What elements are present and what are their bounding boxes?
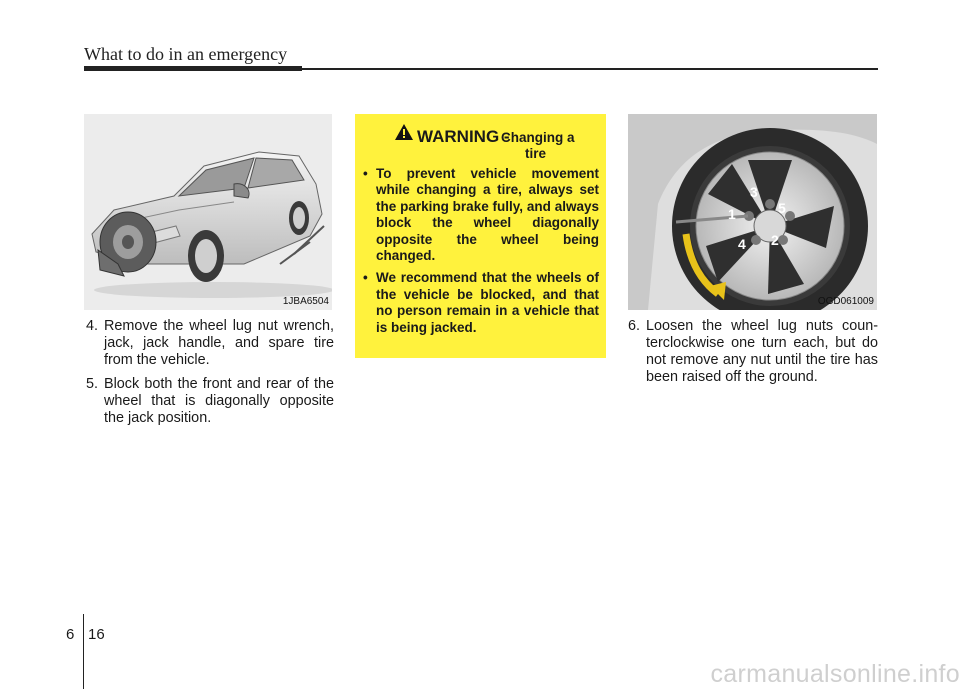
warning-item <box>363 270 599 336</box>
step-item <box>628 318 878 386</box>
lug-label-1: 1 <box>728 206 736 222</box>
warning-label: WARNING - <box>417 127 510 146</box>
lug-label-4: 4 <box>738 236 746 252</box>
warning-item <box>363 166 599 264</box>
footer-divider <box>83 614 84 689</box>
bullet-icon: • <box>363 270 368 286</box>
section-title: What to do in an emergency <box>84 44 288 64</box>
warning-item-text: We recommend that the wheels of the vehicle be blocked, and that no person remain in a vehicle that is being jacked. <box>376 270 599 335</box>
lug-label-3: 3 <box>750 184 758 200</box>
step-text: Loosen the wheel lug nuts coun-terclockwise one turn each, but do not remove any nut until the tire has been raised off the ground. <box>646 318 878 385</box>
warning-subject-line2: tire <box>525 146 547 161</box>
figure-code: OGD061009 <box>817 296 874 307</box>
step-number: 5. <box>86 376 99 392</box>
wheel-lug-nut-illustration <box>628 114 877 310</box>
step-text: Block both the front and rear of the wheel that is diagonally opposite the jack position. <box>104 376 334 426</box>
lug-label-2: 2 <box>771 232 779 248</box>
steps-list-right <box>628 318 878 393</box>
warning-box <box>355 114 606 358</box>
page-number: 16 <box>88 626 105 643</box>
car-jack-illustration <box>84 114 332 310</box>
step-item <box>86 376 334 427</box>
header-rule <box>84 68 878 70</box>
lug-label-5: 5 <box>778 200 786 216</box>
warning-item-text: To prevent vehicle movement while changing a tire, always set the parking brake fully, and always block the wheel diagonally opposite the wheel being changed. <box>376 166 599 264</box>
figure-code: 1JBA6504 <box>282 296 329 307</box>
warning-triangle-icon <box>395 124 413 140</box>
car-illustration <box>84 114 332 310</box>
step-text: Remove the wheel lug nut wrench, jack, jack handle, and spare tire from the vehicle. <box>104 318 334 368</box>
step-number: 4. <box>86 318 99 334</box>
watermark: carmanualsonline.info <box>710 660 960 688</box>
warning-list <box>363 166 599 342</box>
steps-list-left <box>86 318 334 434</box>
chapter-number: 6 <box>66 626 75 643</box>
wheel-illustration <box>628 114 877 310</box>
step-number: 6. <box>628 318 641 334</box>
step-item <box>86 318 334 369</box>
warning-subject-line1: Changing a <box>501 130 575 145</box>
bullet-icon: • <box>363 166 368 181</box>
